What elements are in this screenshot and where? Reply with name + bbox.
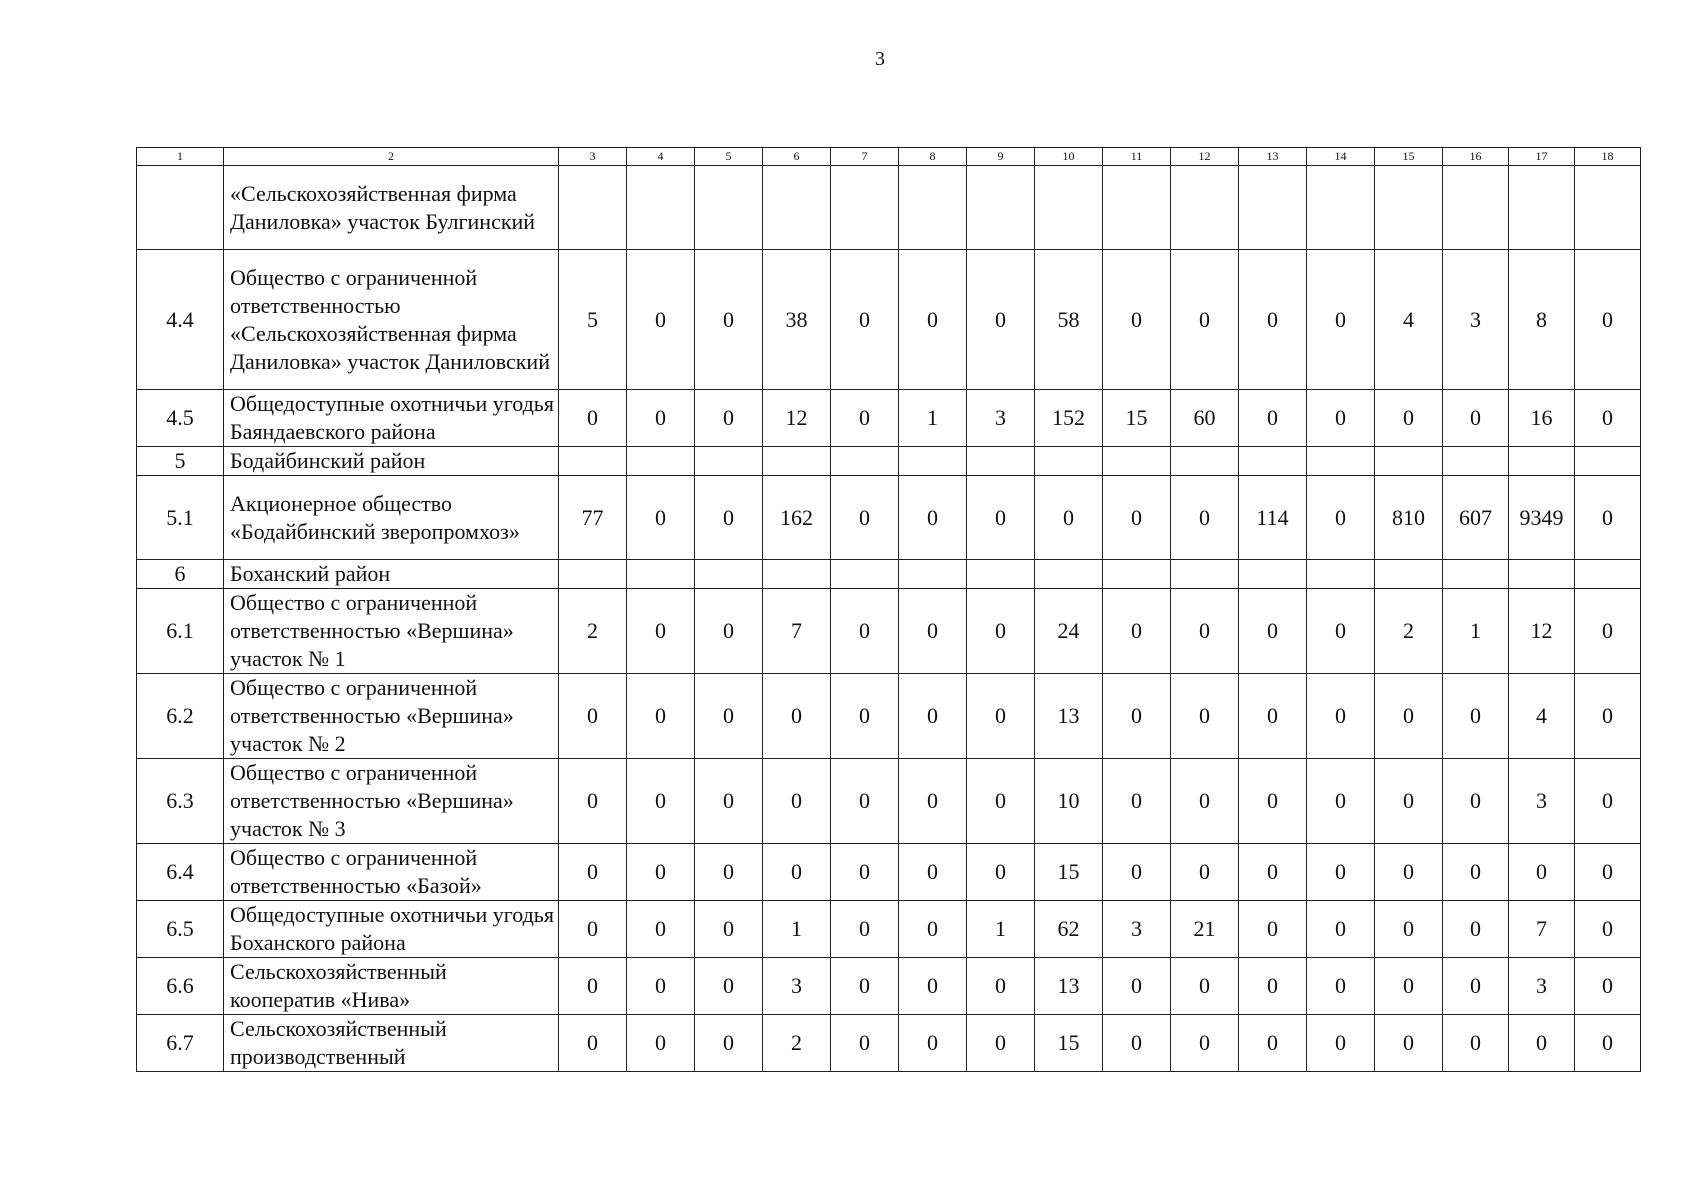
cell-col-6: [763, 166, 831, 250]
cell-col-11: [1103, 447, 1171, 476]
cell-col-12: [1171, 166, 1239, 250]
row-name: Общедоступные охотничьи угодья Баяндаевского района: [224, 390, 559, 447]
cell-col-6: [763, 560, 831, 589]
cell-col-5: 0: [695, 901, 763, 958]
cell-col-6: 38: [763, 250, 831, 390]
cell-col-11: [1103, 560, 1171, 589]
cell-col-5: 0: [695, 250, 763, 390]
cell-col-5: 0: [695, 1015, 763, 1072]
table-row: [137, 759, 1641, 844]
cell-col-16: 3: [1443, 250, 1509, 390]
table-row: [137, 674, 1641, 759]
table-row: [137, 958, 1641, 1015]
cell-col-13: 0: [1239, 958, 1307, 1015]
cell-col-15: 4: [1375, 250, 1443, 390]
row-number: 5: [137, 447, 224, 476]
cell-col-10: [1035, 560, 1103, 589]
cell-col-10: 62: [1035, 901, 1103, 958]
cell-col-14: 0: [1307, 250, 1375, 390]
cell-col-18: 0: [1575, 589, 1641, 674]
cell-col-5: 0: [695, 844, 763, 901]
cell-col-17: 4: [1509, 674, 1575, 759]
cell-col-16: 0: [1443, 674, 1509, 759]
cell-col-5: [695, 166, 763, 250]
cell-col-12: 0: [1171, 958, 1239, 1015]
cell-col-16: 0: [1443, 958, 1509, 1015]
cell-col-18: 0: [1575, 844, 1641, 901]
column-header-3: 3: [559, 148, 627, 166]
column-header-6: 6: [763, 148, 831, 166]
cell-col-18: [1575, 166, 1641, 250]
cell-col-8: [899, 166, 967, 250]
cell-col-9: 1: [967, 901, 1035, 958]
cell-col-14: 0: [1307, 901, 1375, 958]
cell-col-7: 0: [831, 390, 899, 447]
column-header-18: 18: [1575, 148, 1641, 166]
cell-col-16: 1: [1443, 589, 1509, 674]
table-row: [137, 390, 1641, 447]
cell-col-8: 0: [899, 759, 967, 844]
page-number: 3: [875, 48, 885, 70]
cell-col-9: 0: [967, 250, 1035, 390]
cell-col-6: 162: [763, 476, 831, 560]
cell-col-7: 0: [831, 844, 899, 901]
cell-col-17: 12: [1509, 589, 1575, 674]
cell-col-11: [1103, 166, 1171, 250]
cell-col-10: 13: [1035, 674, 1103, 759]
row-name: Сельскохозяйственный кооператив «Нива»: [224, 958, 559, 1015]
cell-col-11: 15: [1103, 390, 1171, 447]
cell-col-4: 0: [627, 901, 695, 958]
cell-col-6: 3: [763, 958, 831, 1015]
cell-col-12: 0: [1171, 1015, 1239, 1072]
cell-col-8: 1: [899, 390, 967, 447]
cell-col-3: 5: [559, 250, 627, 390]
table-row: [137, 447, 1641, 476]
row-number: 6.6: [137, 958, 224, 1015]
cell-col-14: [1307, 560, 1375, 589]
column-header-11: 11: [1103, 148, 1171, 166]
cell-col-5: 0: [695, 476, 763, 560]
cell-col-4: 0: [627, 589, 695, 674]
cell-col-4: 0: [627, 390, 695, 447]
row-name: Бодайбинский район: [224, 447, 559, 476]
cell-col-9: 0: [967, 589, 1035, 674]
cell-col-18: [1575, 560, 1641, 589]
cell-col-15: 0: [1375, 674, 1443, 759]
cell-col-12: 0: [1171, 759, 1239, 844]
cell-col-17: [1509, 560, 1575, 589]
cell-col-6: 0: [763, 759, 831, 844]
cell-col-15: 0: [1375, 1015, 1443, 1072]
cell-col-4: 0: [627, 759, 695, 844]
cell-col-17: 7: [1509, 901, 1575, 958]
cell-col-7: 0: [831, 589, 899, 674]
cell-col-9: [967, 560, 1035, 589]
cell-col-4: [627, 166, 695, 250]
cell-col-13: [1239, 447, 1307, 476]
cell-col-8: [899, 447, 967, 476]
cell-col-15: 0: [1375, 958, 1443, 1015]
cell-col-12: 0: [1171, 250, 1239, 390]
table-row: [137, 250, 1641, 390]
cell-col-18: 0: [1575, 1015, 1641, 1072]
cell-col-11: 0: [1103, 958, 1171, 1015]
cell-col-13: 114: [1239, 476, 1307, 560]
cell-col-8: 0: [899, 476, 967, 560]
cell-col-13: 0: [1239, 674, 1307, 759]
column-header-10: 10: [1035, 148, 1103, 166]
column-header-14: 14: [1307, 148, 1375, 166]
table-row: [137, 589, 1641, 674]
cell-col-16: [1443, 560, 1509, 589]
cell-col-4: 0: [627, 844, 695, 901]
cell-col-15: [1375, 447, 1443, 476]
cell-col-3: 0: [559, 390, 627, 447]
cell-col-14: 0: [1307, 674, 1375, 759]
cell-col-17: 3: [1509, 759, 1575, 844]
header-row: [137, 148, 1641, 166]
cell-col-15: 0: [1375, 390, 1443, 447]
row-number: 6.4: [137, 844, 224, 901]
cell-col-18: 0: [1575, 250, 1641, 390]
row-number: 4.4: [137, 250, 224, 390]
cell-col-4: 0: [627, 250, 695, 390]
cell-col-3: 0: [559, 844, 627, 901]
cell-col-13: 0: [1239, 901, 1307, 958]
row-name: Общество с ограниченной ответственностью «Вершина» участок № 1: [224, 589, 559, 674]
cell-col-8: 0: [899, 589, 967, 674]
cell-col-6: 0: [763, 674, 831, 759]
cell-col-9: 0: [967, 844, 1035, 901]
cell-col-16: 0: [1443, 901, 1509, 958]
row-name: Акционерное общество «Бодайбинский зверопромхоз»: [224, 476, 559, 560]
cell-col-18: 0: [1575, 958, 1641, 1015]
cell-col-11: 0: [1103, 589, 1171, 674]
cell-col-14: 0: [1307, 958, 1375, 1015]
cell-col-15: 0: [1375, 759, 1443, 844]
cell-col-6: 1: [763, 901, 831, 958]
cell-col-10: 15: [1035, 844, 1103, 901]
column-header-5: 5: [695, 148, 763, 166]
table-header: [137, 148, 1641, 166]
cell-col-10: [1035, 447, 1103, 476]
cell-col-8: 0: [899, 1015, 967, 1072]
cell-col-15: 810: [1375, 476, 1443, 560]
cell-col-10: [1035, 166, 1103, 250]
cell-col-5: 0: [695, 589, 763, 674]
cell-col-17: [1509, 447, 1575, 476]
cell-col-9: 3: [967, 390, 1035, 447]
row-name: «Сельскохозяйственная фирма Даниловка» участок Булгинский: [224, 166, 559, 250]
cell-col-14: 0: [1307, 476, 1375, 560]
column-header-7: 7: [831, 148, 899, 166]
cell-col-16: [1443, 447, 1509, 476]
cell-col-6: 0: [763, 844, 831, 901]
cell-col-11: 0: [1103, 674, 1171, 759]
cell-col-18: 0: [1575, 759, 1641, 844]
cell-col-11: 3: [1103, 901, 1171, 958]
cell-col-4: [627, 560, 695, 589]
cell-col-10: 58: [1035, 250, 1103, 390]
row-name: Общество с ограниченной ответственностью «Вершина» участок № 3: [224, 759, 559, 844]
cell-col-3: 0: [559, 901, 627, 958]
cell-col-9: [967, 166, 1035, 250]
column-header-9: 9: [967, 148, 1035, 166]
cell-col-9: 0: [967, 958, 1035, 1015]
cell-col-15: [1375, 166, 1443, 250]
cell-col-17: 9349: [1509, 476, 1575, 560]
cell-col-14: 0: [1307, 759, 1375, 844]
cell-col-3: [559, 560, 627, 589]
cell-col-5: 0: [695, 958, 763, 1015]
cell-col-17: 16: [1509, 390, 1575, 447]
cell-col-4: 0: [627, 476, 695, 560]
cell-col-7: 0: [831, 476, 899, 560]
row-number: 6.2: [137, 674, 224, 759]
table-row: [137, 560, 1641, 589]
cell-col-14: [1307, 166, 1375, 250]
cell-col-3: 2: [559, 589, 627, 674]
cell-col-5: [695, 560, 763, 589]
cell-col-4: 0: [627, 1015, 695, 1072]
cell-col-18: 0: [1575, 674, 1641, 759]
cell-col-9: 0: [967, 759, 1035, 844]
column-header-2: 2: [224, 148, 559, 166]
cell-col-11: 0: [1103, 759, 1171, 844]
cell-col-3: [559, 447, 627, 476]
cell-col-5: 0: [695, 674, 763, 759]
cell-col-10: 13: [1035, 958, 1103, 1015]
table-row: [137, 1015, 1641, 1072]
cell-col-11: 0: [1103, 1015, 1171, 1072]
row-name: Общество с ограниченной ответственностью «Базой»: [224, 844, 559, 901]
column-header-15: 15: [1375, 148, 1443, 166]
row-number: 6: [137, 560, 224, 589]
cell-col-15: 2: [1375, 589, 1443, 674]
cell-col-16: 0: [1443, 759, 1509, 844]
cell-col-8: 0: [899, 901, 967, 958]
cell-col-7: [831, 166, 899, 250]
row-name: Общество с ограниченной ответственностью «Сельскохозяйственная фирма Даниловка» участок Даниловский: [224, 250, 559, 390]
row-number: 6.3: [137, 759, 224, 844]
cell-col-8: 0: [899, 844, 967, 901]
column-header-12: 12: [1171, 148, 1239, 166]
cell-col-4: [627, 447, 695, 476]
cell-col-8: 0: [899, 250, 967, 390]
cell-col-3: 0: [559, 1015, 627, 1072]
cell-col-8: 0: [899, 958, 967, 1015]
cell-col-12: [1171, 447, 1239, 476]
column-header-13: 13: [1239, 148, 1307, 166]
cell-col-17: [1509, 166, 1575, 250]
cell-col-15: 0: [1375, 901, 1443, 958]
cell-col-6: [763, 447, 831, 476]
cell-col-3: 0: [559, 759, 627, 844]
column-header-16: 16: [1443, 148, 1509, 166]
cell-col-17: 0: [1509, 844, 1575, 901]
cell-col-7: 0: [831, 901, 899, 958]
row-name: Сельскохозяйственный производственный: [224, 1015, 559, 1072]
cell-col-16: 0: [1443, 390, 1509, 447]
cell-col-17: 8: [1509, 250, 1575, 390]
cell-col-4: 0: [627, 958, 695, 1015]
cell-col-7: 0: [831, 958, 899, 1015]
cell-col-16: 607: [1443, 476, 1509, 560]
cell-col-18: 0: [1575, 476, 1641, 560]
cell-col-16: [1443, 166, 1509, 250]
cell-col-13: [1239, 560, 1307, 589]
cell-col-12: 0: [1171, 674, 1239, 759]
cell-col-6: 2: [763, 1015, 831, 1072]
cell-col-13: 0: [1239, 759, 1307, 844]
column-header-8: 8: [899, 148, 967, 166]
row-number: 5.1: [137, 476, 224, 560]
column-header-4: 4: [627, 148, 695, 166]
cell-col-3: 0: [559, 674, 627, 759]
cell-col-8: [899, 560, 967, 589]
cell-col-14: 0: [1307, 390, 1375, 447]
cell-col-12: 0: [1171, 589, 1239, 674]
column-header-1: 1: [137, 148, 224, 166]
cell-col-11: 0: [1103, 844, 1171, 901]
cell-col-11: 0: [1103, 250, 1171, 390]
cell-col-3: [559, 166, 627, 250]
cell-col-13: 0: [1239, 390, 1307, 447]
cell-col-16: 0: [1443, 1015, 1509, 1072]
cell-col-8: 0: [899, 674, 967, 759]
table-row: [137, 166, 1641, 250]
row-name: Общество с ограниченной ответственностью «Вершина» участок № 2: [224, 674, 559, 759]
cell-col-13: [1239, 166, 1307, 250]
cell-col-17: 0: [1509, 1015, 1575, 1072]
cell-col-7: 0: [831, 759, 899, 844]
row-name: Общедоступные охотничьи угодья Боханского района: [224, 901, 559, 958]
data-table: [136, 147, 1641, 1072]
cell-col-10: 152: [1035, 390, 1103, 447]
cell-col-10: 10: [1035, 759, 1103, 844]
cell-col-17: 3: [1509, 958, 1575, 1015]
cell-col-15: [1375, 560, 1443, 589]
cell-col-7: [831, 560, 899, 589]
cell-col-18: 0: [1575, 390, 1641, 447]
row-number: [137, 166, 224, 250]
row-number: 6.7: [137, 1015, 224, 1072]
cell-col-4: 0: [627, 674, 695, 759]
cell-col-5: 0: [695, 759, 763, 844]
cell-col-18: 0: [1575, 901, 1641, 958]
cell-col-10: 15: [1035, 1015, 1103, 1072]
cell-col-13: 0: [1239, 1015, 1307, 1072]
row-number: 4.5: [137, 390, 224, 447]
cell-col-6: 7: [763, 589, 831, 674]
cell-col-13: 0: [1239, 844, 1307, 901]
cell-col-9: [967, 447, 1035, 476]
cell-col-12: 60: [1171, 390, 1239, 447]
table-row: [137, 476, 1641, 560]
cell-col-7: [831, 447, 899, 476]
row-number: 6.1: [137, 589, 224, 674]
cell-col-15: 0: [1375, 844, 1443, 901]
cell-col-11: 0: [1103, 476, 1171, 560]
cell-col-5: 0: [695, 390, 763, 447]
column-header-17: 17: [1509, 148, 1575, 166]
table-row: [137, 901, 1641, 958]
cell-col-7: 0: [831, 1015, 899, 1072]
cell-col-9: 0: [967, 674, 1035, 759]
table-row: [137, 844, 1641, 901]
cell-col-18: [1575, 447, 1641, 476]
cell-col-12: 0: [1171, 844, 1239, 901]
cell-col-10: 24: [1035, 589, 1103, 674]
cell-col-13: 0: [1239, 589, 1307, 674]
cell-col-9: 0: [967, 476, 1035, 560]
cell-col-7: 0: [831, 250, 899, 390]
row-number: 6.5: [137, 901, 224, 958]
cell-col-12: [1171, 560, 1239, 589]
cell-col-3: 77: [559, 476, 627, 560]
cell-col-6: 12: [763, 390, 831, 447]
cell-col-5: [695, 447, 763, 476]
cell-col-13: 0: [1239, 250, 1307, 390]
row-name: Боханский район: [224, 560, 559, 589]
cell-col-12: 21: [1171, 901, 1239, 958]
cell-col-9: 0: [967, 1015, 1035, 1072]
cell-col-12: 0: [1171, 476, 1239, 560]
table-body: [137, 166, 1641, 1072]
cell-col-10: 0: [1035, 476, 1103, 560]
cell-col-7: 0: [831, 674, 899, 759]
cell-col-14: [1307, 447, 1375, 476]
cell-col-16: 0: [1443, 844, 1509, 901]
cell-col-3: 0: [559, 958, 627, 1015]
cell-col-14: 0: [1307, 844, 1375, 901]
cell-col-14: 0: [1307, 1015, 1375, 1072]
cell-col-14: 0: [1307, 589, 1375, 674]
